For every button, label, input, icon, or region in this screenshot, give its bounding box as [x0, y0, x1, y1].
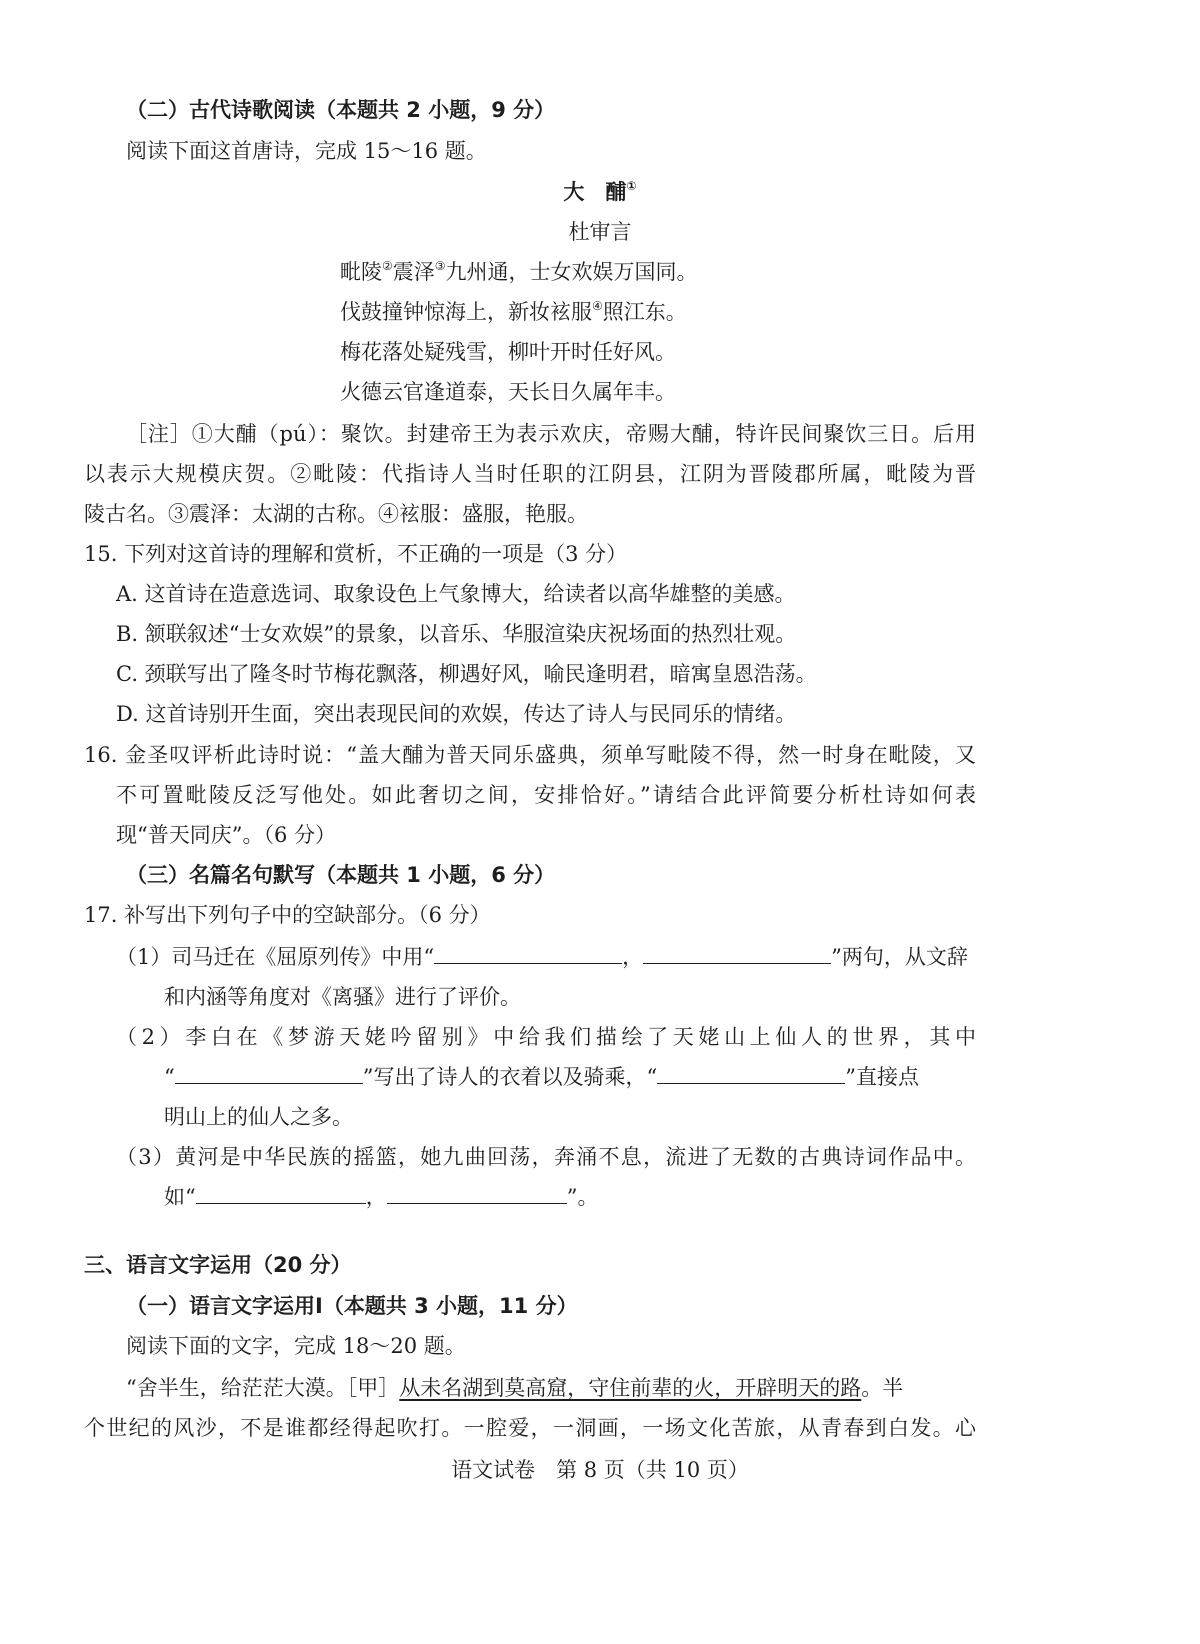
q17-text: ， [622, 945, 644, 969]
answer-blank[interactable] [387, 1183, 567, 1204]
answer-blank[interactable] [657, 1063, 845, 1084]
q17-text: （1）司马迁在《屈原列传》中用“ [116, 945, 435, 969]
answer-blank[interactable] [434, 943, 622, 964]
instruction-18-20: 阅读下面的文字，完成 18～20 题。 [126, 1334, 466, 1358]
answer-blank[interactable] [175, 1063, 363, 1084]
q17-part-2-line-2 [164, 1063, 919, 1091]
poem-title [0, 178, 1200, 206]
question-16-line-3: 现“普天同庆”。（6 分） [116, 823, 337, 847]
q17-text: “ [164, 1065, 175, 1089]
notes-line-3: 陵古名。③震泽：太湖的古称。④袨服：盛服，艳服。 [84, 502, 588, 526]
option-d: D. 这首诗别开生面，突出表现民间的欢娱，传达了诗人与民同乐的情绪。 [116, 702, 797, 726]
underlined-sentence-jia: 从未名湖到莫高窟，守住前辈的火，开辟明天的路 [399, 1376, 862, 1400]
question-16-line-2: 不可置毗陵反泛写他处。如此奢切之间，安排恰好。”请结合此评简要分析杜诗如何表 [116, 783, 976, 807]
section-heading-language-use-1: （一）语言文字运用Ⅰ（本题共 3 小题，11 分） [126, 1294, 578, 1318]
poem-text: 震泽 [392, 260, 435, 284]
passage-line-1 [126, 1374, 903, 1402]
page-footer: 语文试卷 第 8 页（共 10 页） [451, 1458, 749, 1482]
q17-text: ”写出了诗人的衣着以及骑乘，“ [362, 1065, 658, 1089]
q17-part-2-line-3: 明山上的仙人之多。 [164, 1105, 353, 1129]
q17-part-1-line-2: 和内涵等角度对《离骚》进行了评价。 [164, 985, 521, 1009]
option-a: A. 这首诗在造意选词、取象设色上气象博大，给读者以高华雄整的美感。 [116, 582, 796, 606]
passage-line-2: 个世纪的风沙，不是谁都经得起吹打。一腔爱，一洞画，一场文化苦旅，从青春到白发。心 [84, 1416, 976, 1440]
q17-text: ， [365, 1185, 387, 1209]
part-heading-language-use: 三、语言文字运用（20 分） [84, 1253, 352, 1277]
poem-text: 伐鼓撞钟惊海上，新妆袨服 [340, 300, 592, 324]
notes-line-2: 以表示大规模庆贺。②毗陵：代指诗人当时任职的江阴县，江阴为晋陵郡所属，毗陵为晋 [84, 462, 976, 486]
footnote-marker: ④ [592, 299, 603, 313]
q17-part-2-line-1: （2）李白在《梦游天姥吟留别》中给我们描绘了天姥山上仙人的世界，其中 [116, 1025, 976, 1049]
q17-part-1-line-1 [116, 943, 968, 971]
instruction-15-16: 阅读下面这首唐诗，完成 15～16 题。 [126, 139, 487, 163]
poem-text: 九州通，士女欢娱万国同。 [445, 260, 698, 284]
passage-text: “舍半生，给茫茫大漠。［甲］ [126, 1376, 400, 1400]
option-b: B. 颔联叙述“士女欢娱”的景象，以音乐、华服渲染庆祝场面的热烈壮观。 [116, 622, 797, 646]
section-heading-recitation: （三）名篇名句默写（本题共 1 小题，6 分） [126, 863, 556, 887]
q17-text: ”直接点 [845, 1065, 919, 1089]
footnote-marker: ② [382, 259, 393, 273]
q17-part-3-line-2 [164, 1183, 599, 1211]
q17-text: 如“ [164, 1185, 196, 1209]
passage-text: 。半 [861, 1376, 904, 1400]
section-heading-poetry: （二）古代诗歌阅读（本题共 2 小题，9 分） [126, 98, 556, 122]
q17-text: ”。 [566, 1185, 599, 1209]
answer-blank[interactable] [643, 943, 831, 964]
poem-author: 杜审言 [568, 220, 632, 244]
footnote-marker: ① [626, 179, 637, 193]
q17-part-3-line-1: （3）黄河是中华民族的摇篮，她九曲回荡，奔涌不息，流进了无数的古典诗词作品中。 [116, 1145, 976, 1169]
option-c: C. 颈联写出了隆冬时节梅花飘落，柳遇好风，喻民逢明君，暗寓皇恩浩荡。 [116, 662, 817, 686]
poem-text: 照江东。 [602, 300, 687, 324]
question-17-stem: 17. 补写出下列句子中的空缺部分。（6 分） [84, 903, 491, 927]
question-16-line-1: 16. 金圣叹评析此诗时说：“盖大酺为普天同乐盛典，须单写毗陵不得，然一时身在毗陵，又 [84, 743, 976, 767]
poem-line-3: 梅花落处疑残雪，柳叶开时任好风。 [340, 340, 676, 364]
poem-line-2 [340, 298, 687, 326]
notes-line-1: ［注］①大酺（pú）：聚饮。封建帝王为表示欢庆，帝赐大酺，特许民间聚饮三日。后用 [126, 422, 976, 446]
answer-blank[interactable] [196, 1183, 366, 1204]
poem-line-4: 火德云官逢道泰，天长日久属年丰。 [340, 380, 676, 404]
poem-title-text: 大 酺 [563, 180, 627, 204]
footnote-marker: ③ [434, 259, 446, 273]
poem-line-1 [340, 258, 698, 286]
question-15-stem: 15. 下列对这首诗的理解和赏析，不正确的一项是（3 分） [84, 542, 628, 566]
q17-text: ”两句，从文辞 [831, 945, 968, 969]
poem-text: 毗陵 [340, 260, 382, 284]
